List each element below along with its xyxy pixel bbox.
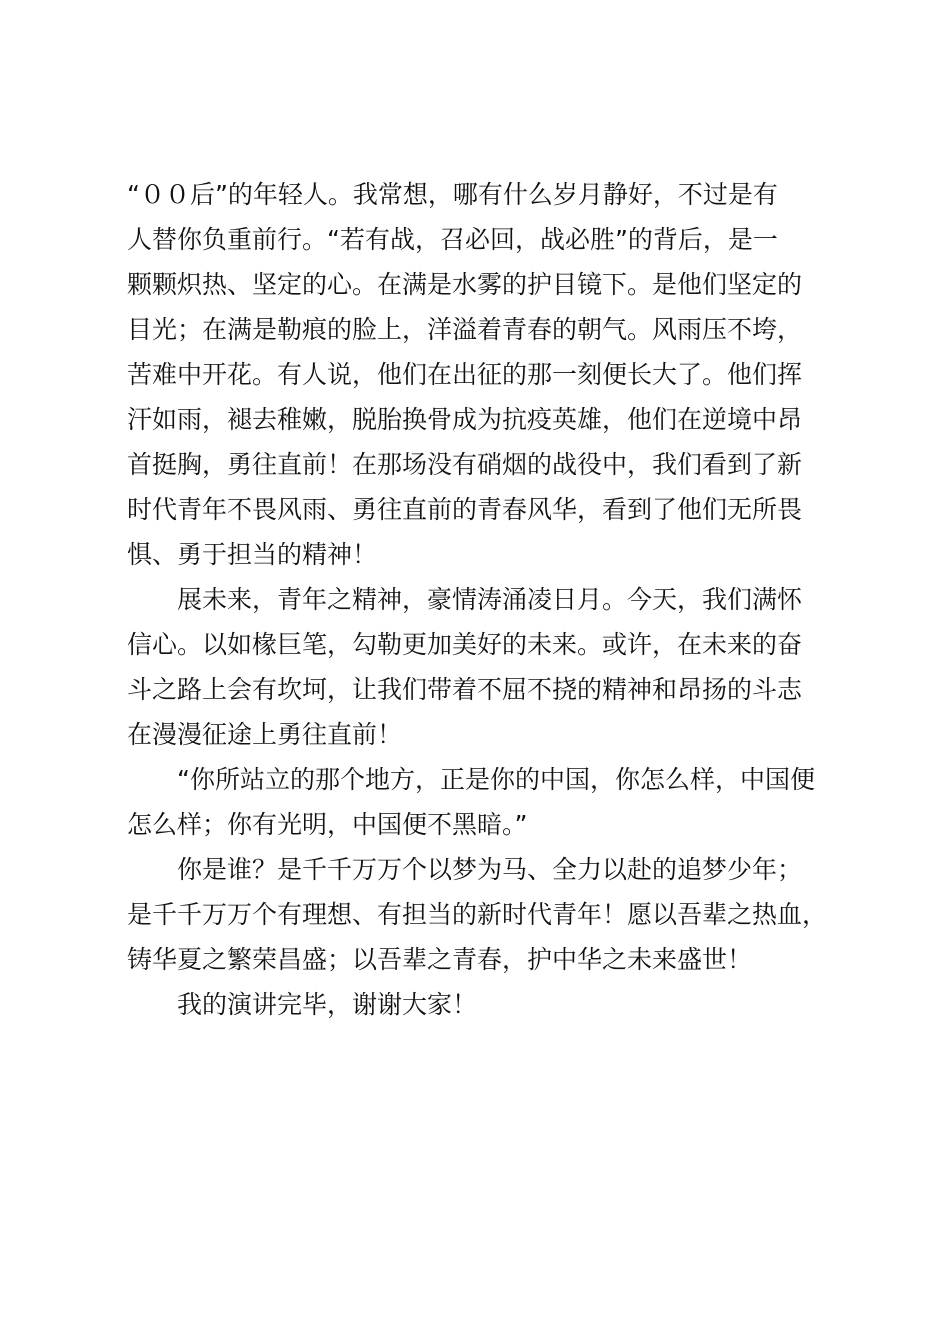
paragraph-4 <box>127 847 839 982</box>
text-line: 苦难中开花。有人说，他们在出征的那一刻便长大了。他们挥 <box>127 360 803 389</box>
paragraph-2 <box>127 577 839 757</box>
text-line: 首挺胸，勇往直前！在那场没有硝烟的战役中，我们看到了新 <box>127 450 803 479</box>
text-line: 斗之路上会有坎坷，让我们带着不屈不挠的精神和昂扬的斗志 <box>127 675 803 704</box>
text-line: 颗颗炽热、坚定的心。在满是水雾的护目镜下。是他们坚定的 <box>127 270 803 299</box>
text-line: 展未来，青年之精神，豪情涛涌凌日月。今天，我们满怀 <box>177 585 803 614</box>
text-line: 信心。以如椽巨笔，勾勒更加美好的未来。或许，在未来的奋 <box>127 630 803 659</box>
text-line: 目光；在满是勒痕的脸上，洋溢着青春的朝气。风雨压不垮， <box>127 315 803 344</box>
text-line: 在漫漫征途上勇往直前！ <box>127 720 403 749</box>
text-line: 你是谁？是千千万万个以梦为马、全力以赴的追梦少年； <box>177 855 803 884</box>
text-line: 铸华夏之繁荣昌盛；以吾辈之青春，护中华之未来盛世！ <box>127 945 753 974</box>
paragraph-3 <box>127 757 839 847</box>
text-line: 汗如雨，褪去稚嫩，脱胎换骨成为抗疫英雄，他们在逆境中昂 <box>127 405 803 434</box>
paragraph-1 <box>127 172 839 577</box>
text-line: 时代青年不畏风雨、勇往直前的青春风华，看到了他们无所畏 <box>127 495 803 524</box>
speech-text-body <box>127 172 839 1027</box>
text-line: 怎么样；你有光明，中国便不黑暗。” <box>127 810 528 839</box>
text-line: 是千千万万个有理想、有担当的新时代青年！愿以吾辈之热血， <box>127 900 828 929</box>
text-line: “００后”的年轻人。我常想，哪有什么岁月静好，不过是有 <box>127 180 778 209</box>
paragraph-5 <box>127 982 839 1027</box>
text-line: “你所站立的那个地方，正是你的中国，你怎么样，中国便 <box>177 765 815 794</box>
text-line: 惧、勇于担当的精神！ <box>127 540 378 569</box>
text-line: 人替你负重前行。“若有战，召必回，战必胜”的背后，是一 <box>127 225 778 254</box>
text-line: 我的演讲完毕，谢谢大家！ <box>177 990 478 1019</box>
